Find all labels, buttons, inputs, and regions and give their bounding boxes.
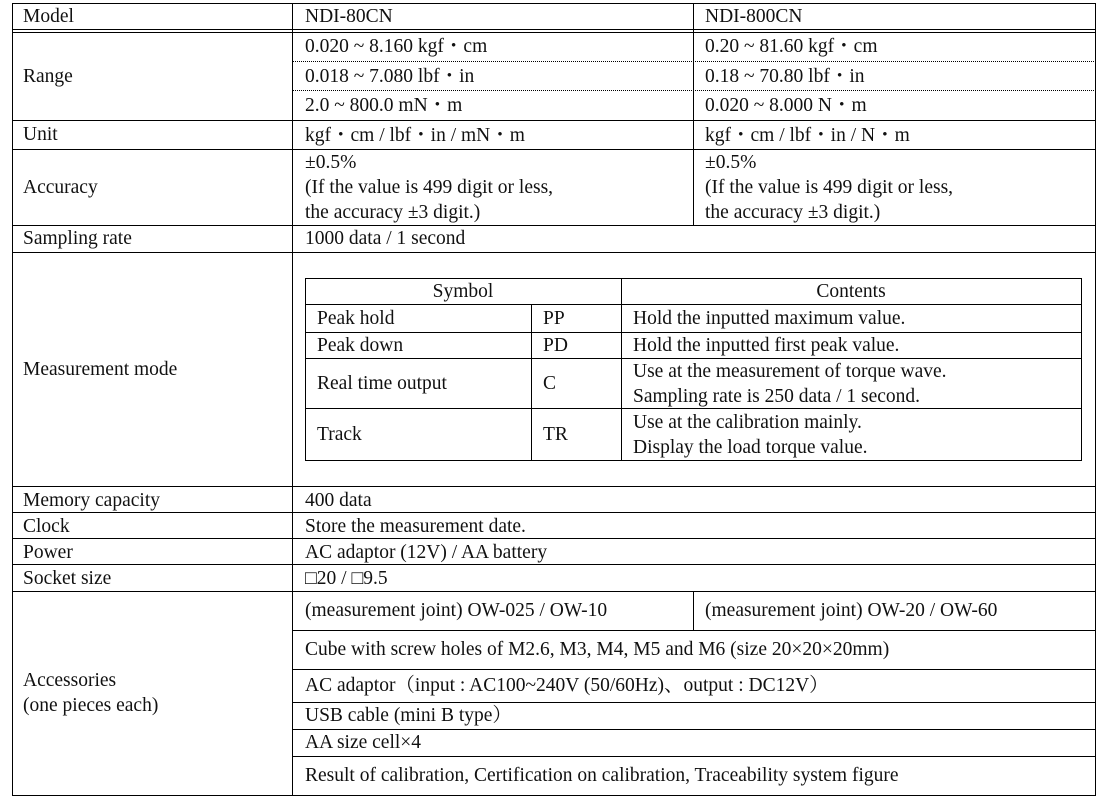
rule-left (12, 3, 13, 796)
rule-model-split (693, 3, 694, 226)
accuracy-b-line1: ±0.5% (705, 152, 757, 173)
rule-range-1 (292, 61, 1096, 62)
power-label: Power (23, 542, 73, 563)
sub-rule-2 (305, 358, 1082, 359)
mode-desc-tr-line1: Use at the calibration mainly. (633, 412, 862, 433)
accessories-label-line2: (one pieces each) (23, 695, 159, 716)
unit-label: Unit (23, 124, 58, 145)
rule-acc-1 (292, 630, 1096, 631)
range-label: Range (23, 66, 73, 87)
sub-rule-bottom (305, 460, 1082, 461)
rule-top (12, 3, 1096, 4)
sampling-label: Sampling rate (23, 228, 132, 249)
rule-bottom (12, 795, 1096, 796)
joint-a: (measurement joint) OW-025 / OW-10 (305, 600, 608, 621)
joint-b: (measurement joint) OW-20 / OW-60 (705, 600, 998, 621)
rule-range-bottom (12, 120, 1096, 121)
model-b-header: NDI-800CN (705, 6, 803, 27)
memory-value: 400 data (305, 490, 372, 511)
range-b-lbf: 0.18 ~ 70.80 lbf・in (705, 66, 865, 87)
unit-a: kgf・cm / lbf・in / mN・m (305, 125, 525, 146)
mode-code-pd: PD (543, 335, 568, 356)
accessories-label-line1: Accessories (23, 670, 117, 691)
accuracy-a-line3: the accuracy ±3 digit.) (305, 202, 481, 223)
rule-unit-bottom (12, 149, 1096, 150)
clock-label: Clock (23, 516, 70, 537)
rule-label-col (292, 3, 293, 796)
sub-rule-left (305, 278, 306, 461)
accuracy-b-line2: (If the value is 499 digit or less, (705, 177, 954, 198)
socket-label: Socket size (23, 568, 112, 589)
clock-value: Store the measurement date. (305, 516, 526, 537)
mode-desc-tr-line2: Display the load torque value. (633, 437, 868, 458)
sub-rule-head (305, 304, 1082, 305)
rule-right (1095, 3, 1096, 796)
accuracy-a-line2: (If the value is 499 digit or less, (305, 177, 554, 198)
accessory-ac-adaptor: AC adaptor（input : AC100~240V (50/60Hz)、output : DC12V） (305, 675, 829, 696)
sub-rule-code (531, 304, 532, 461)
contents-header: Contents (816, 281, 886, 302)
mode-label: Measurement mode (23, 359, 178, 380)
model-a-header: NDI-80CN (305, 6, 393, 27)
mode-code-tr: TR (543, 424, 568, 445)
rule-acc-3 (292, 702, 1096, 703)
range-a-nm: 2.0 ~ 800.0 mN・m (305, 95, 463, 116)
rule-clock-bottom (12, 538, 1096, 539)
accessory-cube: Cube with screw holes of M2.6, M3, M4, M5 and M6 (size 20×20×20mm) (305, 639, 890, 660)
mode-desc-c-line2: Sampling rate is 250 data / 1 second. (633, 386, 921, 407)
symbol-header: Symbol (432, 281, 494, 302)
rule-accuracy-bottom (12, 225, 1096, 226)
accuracy-b-line3: the accuracy ±3 digit.) (705, 202, 881, 223)
rule-range-top (12, 32, 1096, 33)
mode-desc-pp: Hold the inputted maximum value. (633, 308, 906, 329)
rule-header-bottom (12, 29, 1096, 30)
unit-b: kgf・cm / lbf・in / N・m (705, 125, 910, 146)
rule-mode-bottom (12, 486, 1096, 487)
mode-name-real-time: Real time output (317, 373, 447, 394)
socket-value: □20 / □9.5 (305, 568, 388, 589)
accessory-aa-cell: AA size cell×4 (305, 732, 422, 753)
sampling-value: 1000 data / 1 second (305, 228, 466, 249)
mode-name-track: Track (317, 424, 362, 445)
range-b-nm: 0.020 ~ 8.000 N・m (705, 95, 867, 116)
accessory-usb-cable: USB cable (mini B type） (305, 705, 512, 726)
mode-code-pp: PP (543, 308, 565, 329)
sub-rule-top (305, 278, 1082, 279)
rule-sampling-bottom (12, 252, 1096, 253)
mode-name-peak-down: Peak down (317, 335, 404, 356)
rule-joint-split (693, 591, 694, 631)
accessory-documents: Result of calibration, Certification on calibration, Traceability system figure (305, 765, 899, 786)
rule-acc-5 (292, 756, 1096, 757)
range-b-kgf: 0.20 ~ 81.60 kgf・cm (705, 36, 878, 57)
sub-rule-1 (305, 332, 1082, 333)
accuracy-label: Accuracy (23, 177, 98, 198)
accuracy-a-line1: ±0.5% (305, 152, 357, 173)
rule-power-bottom (12, 564, 1096, 565)
sub-rule-right (1081, 278, 1082, 461)
power-value: AC adaptor (12V) / AA battery (305, 542, 548, 563)
sub-rule-contents (621, 278, 622, 461)
mode-code-c: C (543, 373, 557, 394)
mode-desc-c-line1: Use at the measurement of torque wave. (633, 361, 947, 382)
range-a-lbf: 0.018 ~ 7.080 lbf・in (305, 66, 475, 87)
mode-desc-pd: Hold the inputted first peak value. (633, 335, 900, 356)
mode-name-peak-hold: Peak hold (317, 308, 395, 329)
rule-range-2 (292, 90, 1096, 91)
range-a-kgf: 0.020 ~ 8.160 kgf・cm (305, 36, 488, 57)
rule-socket-bottom (12, 591, 1096, 592)
model-header: Model (23, 6, 74, 27)
memory-label: Memory capacity (23, 490, 160, 511)
rule-acc-2 (292, 669, 1096, 670)
sub-rule-3 (305, 408, 1082, 409)
rule-memory-bottom (12, 512, 1096, 513)
rule-acc-4 (292, 729, 1096, 730)
